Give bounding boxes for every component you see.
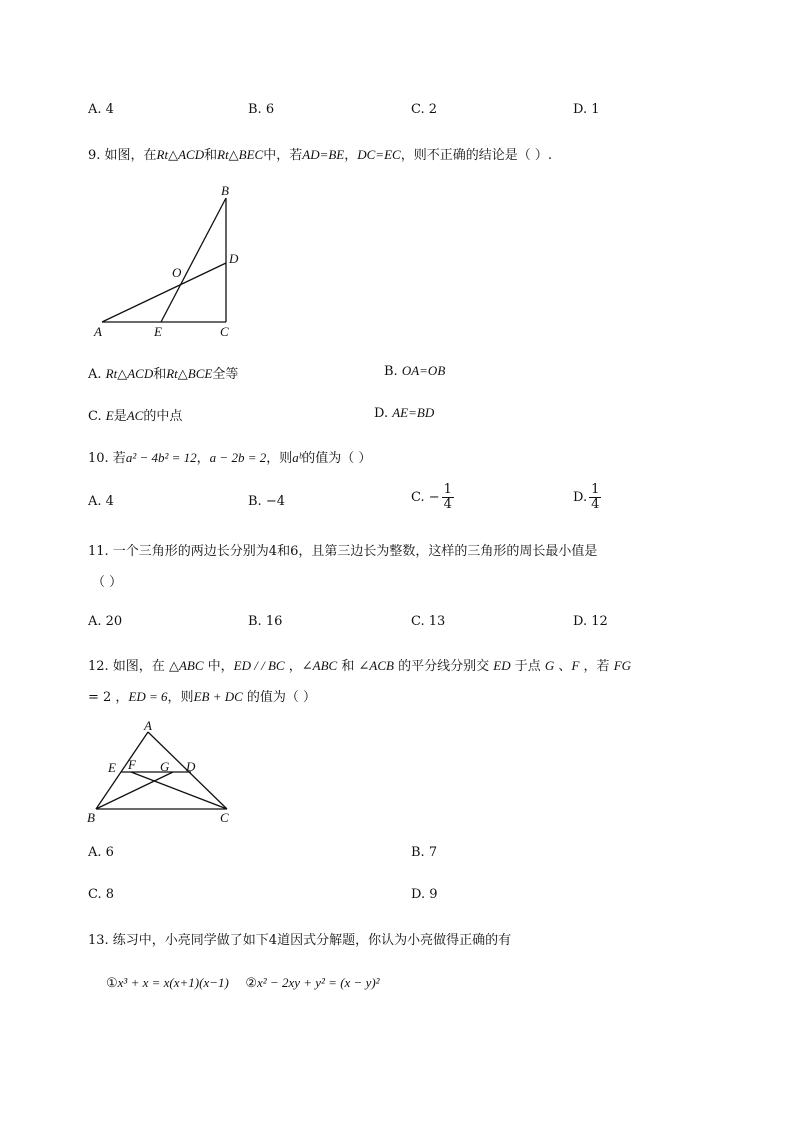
q12-eb-dc: EB + DC — [193, 689, 243, 704]
q9-suffix: ，则不正确的结论是（ ）. — [400, 148, 552, 163]
q9-label-c: C — [220, 324, 229, 339]
q12-label-d: D — [186, 759, 196, 774]
q10-option-d-prefix: D. — [573, 490, 588, 505]
q10-option-d-den: 4 — [591, 497, 600, 512]
q9-label-e: E — [154, 324, 162, 339]
q12-label-a: A — [144, 718, 152, 733]
q12-l1b: 中， — [207, 659, 234, 674]
q10-option-c-fraction — [442, 483, 454, 512]
q9-option-a-t2: Rt△BCE — [166, 366, 213, 381]
q9-mid: 中，若 — [263, 148, 303, 163]
q9-option-d-prefix: D. — [374, 406, 393, 421]
q9-comma: ， — [344, 148, 358, 163]
q12-option-d: D. 9 — [411, 887, 438, 902]
q12-option-b: B. 7 — [411, 845, 438, 860]
q12-l1e: 的平分线分别交 — [398, 659, 490, 674]
q9-prefix: 9. 如图，在 — [88, 148, 157, 163]
q12-label-e: E — [108, 760, 116, 775]
q10-option-c-den: 4 — [443, 497, 452, 512]
q10-stem — [88, 447, 371, 466]
q12-fg: FG — [613, 658, 632, 673]
q12-label-b: B — [87, 810, 95, 825]
q9-triangle-2: Rt△BEC — [217, 147, 264, 162]
q12-label-c: C — [220, 810, 229, 825]
q10-option-d-num: 1 — [591, 482, 600, 497]
q12-l1c: ， — [288, 659, 302, 674]
q9-figure — [88, 180, 258, 345]
q12-angle-1: ∠ABC — [301, 658, 338, 673]
q12-figure — [84, 716, 244, 828]
q9-option-b-value: OA=OB — [401, 363, 446, 378]
q9-option-c-mid: 是 — [113, 409, 127, 424]
q12-l2c: 的值为（ ） — [246, 690, 317, 705]
q9-cond-1: AD=BE — [302, 147, 345, 162]
q12-line-2 — [88, 686, 316, 705]
q9-option-c-post: 的中点 — [143, 409, 183, 424]
q12-g: G — [544, 658, 555, 673]
q8-option-b: B. 6 — [248, 102, 275, 117]
q9-label-a: A — [94, 324, 102, 339]
q11-option-b: B. 16 — [248, 614, 283, 629]
q9-option-b — [384, 363, 445, 379]
q10-option-d-fraction — [589, 483, 601, 512]
q12-l2b: ，则 — [167, 690, 194, 705]
q13-items — [106, 975, 380, 991]
q9-option-c-e: E — [105, 408, 114, 423]
q10-option-d — [573, 483, 601, 512]
q8-option-d: D. 1 — [573, 102, 600, 117]
q10-sep: ， — [196, 451, 210, 466]
q9-option-c-ac: AC — [126, 408, 144, 423]
q11-option-d: D. 12 — [573, 614, 608, 629]
q9-cond-2: DC=EC — [357, 147, 401, 162]
q12-l1f: 于点 — [514, 659, 541, 674]
q9-and: 和 — [204, 148, 218, 163]
q9-option-c — [88, 405, 182, 424]
q9-label-d: D — [229, 251, 239, 266]
q9-stem — [88, 144, 552, 163]
q9-option-a-post: 全等 — [212, 367, 239, 382]
q13-item-2: x² − 2xy + y² = (x − y)² — [257, 975, 380, 990]
q10-option-b: B. −4 — [248, 494, 285, 509]
q12-triangle: △ABC — [168, 658, 204, 673]
q8-option-a: A. 4 — [88, 102, 114, 117]
q10-option-a: A. 4 — [88, 494, 114, 509]
q11-line-1: 11. 一个三角形的两边长分别为4和6，且第三边长为整数，这样的三角形的周长最小值是 — [88, 544, 598, 559]
q9-option-c-prefix: C. — [88, 409, 106, 424]
q9-option-a-prefix: A. — [88, 367, 106, 382]
q12-l1h: ，若 — [583, 659, 610, 674]
q12-l1a: 12. 如图，在 — [88, 659, 165, 674]
q10-expr: aᵇ — [292, 450, 303, 465]
q8-option-c: C. 2 — [411, 102, 438, 117]
q11-option-c: C. 13 — [411, 614, 446, 629]
q13-stem: 13. 练习中，小亮同学做了如下4道因式分解题，你认为小亮做得正确的有 — [88, 933, 512, 948]
q10-eq-2: a − 2b = 2 — [209, 450, 267, 465]
q12-l1d: 和 — [341, 659, 355, 674]
q12-f: F — [571, 658, 580, 673]
q10-option-c-prefix: C. − — [411, 490, 440, 505]
q10-option-c — [411, 483, 454, 512]
q11-line-2: （ ） — [92, 575, 123, 590]
q12-l1g: 、 — [558, 659, 572, 674]
q12-angle-2: ∠ACB — [358, 658, 394, 673]
q12-ed6: ED = 6 — [128, 689, 168, 704]
q9-option-a — [88, 363, 238, 382]
q9-label-o: O — [172, 265, 182, 280]
q12-line-1 — [88, 655, 631, 674]
q9-triangle-1: Rt△ACD — [156, 147, 205, 162]
q12-label-f: F — [128, 757, 136, 772]
q9-option-b-prefix: B. — [384, 364, 402, 379]
q10-suffix: 的值为（ ） — [302, 451, 372, 466]
q12-option-c: C. 8 — [88, 887, 115, 902]
q9-option-d-value: AE=BD — [392, 405, 435, 420]
q10-mid: ，则 — [266, 451, 293, 466]
q12-ed: ED — [493, 658, 511, 673]
q12-label-g: G — [160, 759, 170, 774]
q10-option-c-num: 1 — [443, 482, 452, 497]
q13-item-2-mark: ② — [245, 976, 257, 991]
q9-option-a-and: 和 — [153, 367, 167, 382]
q12-parallel: ED / / BC — [233, 658, 285, 673]
q12-option-a: A. 6 — [88, 845, 114, 860]
q9-option-a-t1: Rt△ACD — [105, 366, 154, 381]
q10-eq-1: a² − 4b² = 12 — [125, 450, 197, 465]
q9-option-d — [374, 405, 434, 421]
q9-label-b: B — [221, 183, 229, 198]
q12-l2a: = 2 ， — [88, 690, 129, 705]
q11-option-a: A. 20 — [88, 614, 123, 629]
q13-item-1-mark: ① — [106, 976, 118, 991]
q13-item-1: x³ + x = x(x+1)(x−1) — [117, 975, 229, 990]
q10-prefix: 10. 若 — [88, 451, 126, 466]
